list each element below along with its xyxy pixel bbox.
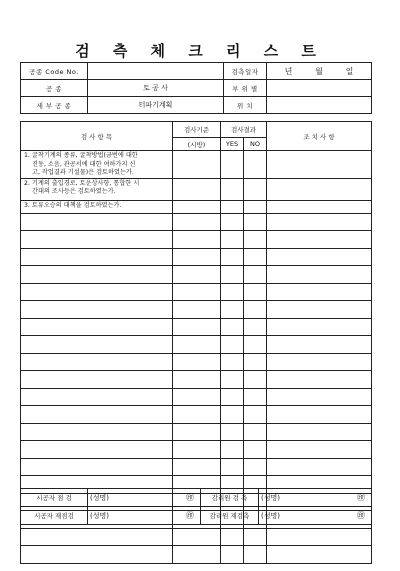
- blank-item-cell[interactable]: [21, 231, 173, 249]
- blank-standard-cell[interactable]: [173, 353, 221, 371]
- table-row: [21, 406, 372, 424]
- blank-item-cell[interactable]: [21, 248, 173, 266]
- position-field[interactable]: [267, 97, 372, 114]
- blank-item-cell[interactable]: [21, 441, 173, 459]
- blank-item-cell[interactable]: [21, 213, 173, 231]
- blank-no-cell[interactable]: [244, 213, 267, 231]
- blank-yes-cell[interactable]: [221, 423, 244, 441]
- blank-item-cell[interactable]: [21, 336, 173, 354]
- blank-action-cell[interactable]: [267, 301, 372, 319]
- item-2-line-1: 2. 기계의 출입경로, 토운상사항, 통합한 시: [24, 179, 140, 187]
- table-row: [21, 200, 372, 213]
- blank-standard-cell[interactable]: [173, 231, 221, 249]
- blank-yes-cell[interactable]: [221, 266, 244, 284]
- table-row: [21, 371, 372, 389]
- location-label: 부 위 별: [224, 80, 267, 97]
- blank-no-cell[interactable]: [244, 406, 267, 424]
- blank-yes-cell[interactable]: [221, 353, 244, 371]
- blank-standard-cell[interactable]: [173, 458, 221, 476]
- date-day: 일: [345, 66, 354, 76]
- blank-yes-cell[interactable]: [221, 231, 244, 249]
- table-row: [21, 423, 372, 441]
- blank-item-cell[interactable]: [21, 318, 173, 336]
- table-row: [21, 266, 372, 284]
- blank-item-cell[interactable]: [21, 546, 173, 564]
- table-row: [21, 178, 372, 200]
- supervisor-reinspect-name: (성명): [261, 511, 280, 520]
- blank-standard-cell[interactable]: [173, 441, 221, 459]
- blank-yes-cell[interactable]: [221, 283, 244, 301]
- item-3-no[interactable]: [244, 200, 267, 213]
- page-title: 검 측 체 크 리 스 트: [75, 42, 325, 60]
- item-2-action[interactable]: [267, 178, 372, 200]
- supervisor-inspect-name: (성명): [261, 493, 280, 502]
- item-1-no[interactable]: [244, 151, 267, 179]
- blank-no-cell[interactable]: [244, 388, 267, 406]
- item-2-standard[interactable]: [173, 178, 221, 200]
- blank-yes-cell[interactable]: [221, 336, 244, 354]
- item-2: [21, 178, 173, 200]
- blank-no-cell[interactable]: [244, 528, 267, 546]
- blank-action-cell[interactable]: [267, 318, 372, 336]
- header-standard-sub: (시방): [173, 138, 221, 151]
- blank-item-cell[interactable]: [21, 353, 173, 371]
- contractor-check-name: (성명): [90, 493, 109, 502]
- table-row: [21, 458, 372, 476]
- blank-standard-cell[interactable]: [173, 371, 221, 389]
- blank-action-cell[interactable]: [267, 458, 372, 476]
- item-1: [21, 151, 173, 179]
- table-row: [21, 388, 372, 406]
- date-month: 월: [315, 66, 323, 76]
- table-row: [21, 336, 372, 354]
- header-action: 조 치 사 항: [267, 122, 372, 151]
- item-1-standard[interactable]: [173, 151, 221, 179]
- sub-work-field[interactable]: 터파기계획: [88, 97, 224, 114]
- table-row: [21, 528, 372, 546]
- blank-standard-cell[interactable]: [173, 406, 221, 424]
- seal-icon: ㊞: [186, 493, 194, 502]
- blank-yes-cell[interactable]: [221, 546, 244, 564]
- blank-no-cell[interactable]: [244, 371, 267, 389]
- blank-standard-cell[interactable]: [173, 266, 221, 284]
- blank-no-cell[interactable]: [244, 353, 267, 371]
- blank-yes-cell[interactable]: [221, 213, 244, 231]
- blank-yes-cell[interactable]: [221, 406, 244, 424]
- table-row: [21, 546, 372, 564]
- blank-no-cell[interactable]: [244, 336, 267, 354]
- blank-no-cell[interactable]: [244, 546, 267, 564]
- blank-action-cell[interactable]: [267, 371, 372, 389]
- position-label: 위 치: [224, 97, 267, 114]
- blank-yes-cell[interactable]: [221, 528, 244, 546]
- blank-yes-cell[interactable]: [221, 388, 244, 406]
- blank-item-cell[interactable]: [21, 388, 173, 406]
- blank-item-cell[interactable]: [21, 528, 173, 546]
- table-row: [21, 353, 372, 371]
- blank-action-cell[interactable]: [267, 231, 372, 249]
- blank-action-cell[interactable]: [267, 546, 372, 564]
- item-1-line-1: 1. 굴착기계의 종류, 굴착방법(금번에 대한: [24, 152, 138, 159]
- table-row: [21, 441, 372, 459]
- sub-work-label: 세 부 공 종: [21, 97, 88, 114]
- blank-standard-cell[interactable]: [173, 301, 221, 319]
- date-field[interactable]: [267, 63, 372, 80]
- supervisor-reinspect-sign-field[interactable]: [259, 507, 372, 525]
- blank-standard-cell[interactable]: [173, 546, 221, 564]
- seal-icon: ㊞: [357, 511, 365, 520]
- item-3-standard[interactable]: [173, 200, 221, 213]
- header-standard: 검사기준: [173, 122, 221, 138]
- table-row: [21, 231, 372, 249]
- blank-standard-cell[interactable]: [173, 336, 221, 354]
- blank-standard-cell[interactable]: [173, 213, 221, 231]
- blank-yes-cell[interactable]: [221, 301, 244, 319]
- blank-no-cell[interactable]: [244, 301, 267, 319]
- blank-yes-cell[interactable]: [221, 371, 244, 389]
- blank-action-cell[interactable]: [267, 528, 372, 546]
- item-2-line-2: 간대의 조사등은 검토하였는가.: [32, 188, 116, 196]
- date-year: 년: [284, 66, 293, 76]
- blank-no-cell[interactable]: [244, 318, 267, 336]
- blank-item-cell[interactable]: [21, 266, 173, 284]
- blank-action-cell[interactable]: [267, 441, 372, 459]
- item-1-yes[interactable]: [221, 151, 244, 179]
- blank-item-cell[interactable]: [21, 371, 173, 389]
- blank-no-cell[interactable]: [244, 248, 267, 266]
- signature-table: [20, 488, 372, 525]
- blank-action-cell[interactable]: [267, 388, 372, 406]
- table-row: [21, 283, 372, 301]
- contractor-recheck-name: (성명): [90, 511, 109, 520]
- blank-standard-cell[interactable]: [173, 283, 221, 301]
- seal-icon: ㊞: [357, 493, 365, 502]
- supervisor-reinspect-label: 감리원 재검측: [201, 507, 259, 525]
- blank-item-cell[interactable]: [21, 283, 173, 301]
- supervisor-inspect-label: 감리원 검 측: [201, 489, 259, 507]
- blank-yes-cell[interactable]: [221, 318, 244, 336]
- table-row: [21, 318, 372, 336]
- blank-action-cell[interactable]: [267, 353, 372, 371]
- blank-standard-cell[interactable]: [173, 318, 221, 336]
- date-label: 검측일자: [224, 63, 267, 80]
- blank-action-cell[interactable]: [267, 283, 372, 301]
- blank-item-cell[interactable]: [21, 406, 173, 424]
- contractor-recheck-sign-field[interactable]: [88, 507, 201, 525]
- item-1-line-3: 고, 작업결과 기설물)은 검토하였는가.: [32, 169, 134, 177]
- blank-item-cell[interactable]: [21, 458, 173, 476]
- blank-action-cell[interactable]: [267, 248, 372, 266]
- blank-no-cell[interactable]: [244, 283, 267, 301]
- item-2-no[interactable]: [244, 178, 267, 200]
- blank-standard-cell[interactable]: [173, 528, 221, 546]
- table-row: [21, 213, 372, 231]
- blank-no-cell[interactable]: [244, 423, 267, 441]
- table-row: [21, 248, 372, 266]
- blank-action-cell[interactable]: [267, 266, 372, 284]
- blank-standard-cell[interactable]: [173, 248, 221, 266]
- supervisor-inspect-sign-field[interactable]: [259, 489, 372, 507]
- location-field[interactable]: [267, 80, 372, 97]
- code-label: 공종 Code No.: [21, 63, 88, 80]
- item-3-action[interactable]: [267, 200, 372, 213]
- item-3-yes[interactable]: [221, 200, 244, 213]
- contractor-recheck-label: 시공자 재점검: [21, 507, 88, 525]
- header-yes: YES: [221, 138, 244, 151]
- seal-icon: ㊞: [186, 511, 194, 520]
- header-no: NO: [244, 138, 267, 151]
- item-1-action[interactable]: [267, 151, 372, 179]
- blank-item-cell[interactable]: [21, 301, 173, 319]
- blank-action-cell[interactable]: [267, 213, 372, 231]
- header-item: 검 사 항 목: [21, 122, 173, 151]
- blank-no-cell[interactable]: [244, 441, 267, 459]
- blank-no-cell[interactable]: [244, 458, 267, 476]
- blank-yes-cell[interactable]: [221, 458, 244, 476]
- blank-action-cell[interactable]: [267, 406, 372, 424]
- blank-no-cell[interactable]: [244, 266, 267, 284]
- info-table: [20, 62, 372, 114]
- blank-no-cell[interactable]: [244, 231, 267, 249]
- contractor-check-sign-field[interactable]: [88, 489, 201, 507]
- item-2-yes[interactable]: [221, 178, 244, 200]
- item-1-line-2: 진동, 소음, 관공서에 대한 여하가지 신: [32, 160, 136, 168]
- blank-yes-cell[interactable]: [221, 441, 244, 459]
- header-result: 검사결과: [221, 122, 267, 138]
- blank-yes-cell[interactable]: [221, 248, 244, 266]
- table-row: [21, 301, 372, 319]
- work-label: 공 종: [21, 80, 88, 97]
- item-3: 3. 토류오승의 대책을 검토하였는가.: [21, 200, 173, 213]
- contractor-check-label: 시공자 점 검: [21, 489, 88, 507]
- blank-action-cell[interactable]: [267, 336, 372, 354]
- blank-standard-cell[interactable]: [173, 423, 221, 441]
- blank-action-cell[interactable]: [267, 423, 372, 441]
- work-field[interactable]: 토 공 사: [88, 80, 224, 97]
- code-field[interactable]: [88, 63, 224, 80]
- blank-item-cell[interactable]: [21, 423, 173, 441]
- blank-standard-cell[interactable]: [173, 388, 221, 406]
